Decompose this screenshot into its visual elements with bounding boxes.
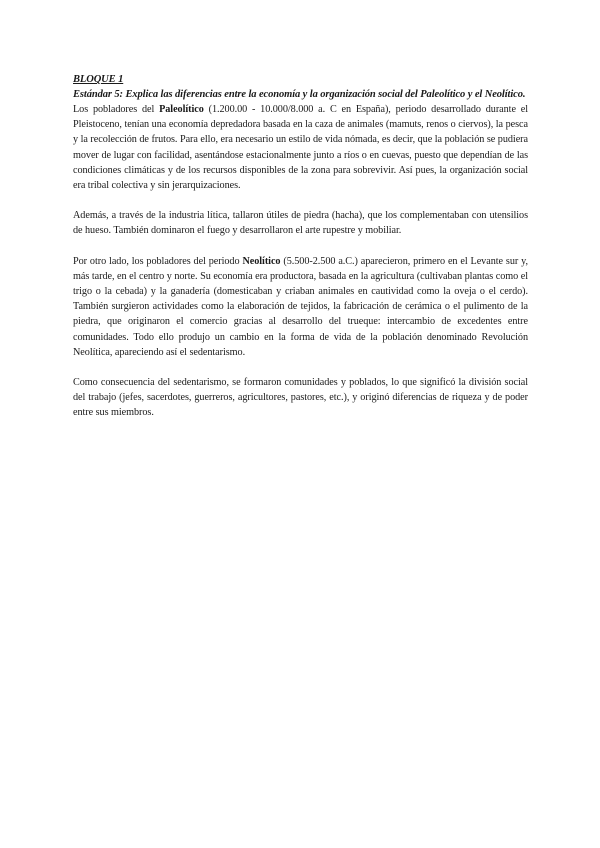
paragraph-neolithic [73,254,528,360]
document-body [73,72,528,436]
paragraph-sedentarism: Como consecuencia del sedentarismo, se formaron comunidades y poblados, lo que significó la división social del trabajo (jefes, sacerdotes, guerreros, agricultores, pastores, etc.), y originó diferencias de riqueza y de poder entre sus miembros. [73,377,528,419]
paragraph-neolithic-pre: Por otro lado, los pobladores del periodo [73,255,243,267]
term-paleolitico: Paleolítico [159,104,204,115]
paragraph-paleolithic-pre: Los pobladores del [73,104,160,115]
paragraph-paleolithic-post: (1.200.00 - 10.000/8.000 a. C en España), periodo desarrollado durante el Pleistoceno, tenían una economía depredadora basada en la caza de animales (mamuts, renos o ciervos), la pesca y la recolección de frutos. Para ello, era necesario un estilo de vida nómada, es decir, que la población se pudiera mover de lugar con facilidad, asentándose estacionalmente junto a ríos o en cuevas, puesto que dependían de las condiciones climáticas y de los recursos disponibles de la zona para sobrevivir. Así pues, la organización social era tribal colectiva y sin jerarquizaciones. [73,104,529,192]
block-title: BLOQUE 1 [73,74,124,85]
paragraph-lithic-industry: Además, a través de la industria lítica, tallaron útiles de piedra (hacha), que los complementaban con utensilios de hueso. También dominaron el fuego y desarrollaron el arte rupestre y mobiliar. [73,210,528,237]
paragraph-neolithic-post: (5.500-2.500 a.C.) aparecieron, primero en el Levante sur y, más tarde, en el centro y norte. Su economía era productora, basada en la agricultura (cultivaban plantas como el trigo o la cebada) y la ganadería (domesticaban y criaban animales en cautividad como la oveja o el cerdo). También surgieron actividades como la elaboración de tejidos, la fabricación de cerámica o el pulimento de la piedra, que originaron el comercio gracias al desarrollo del trueque: intercambio de excedentes entre comunidades. Todo ello produjo un cambio en la forma de vida de la población denominado Revolución Neolítica, apareciendo así el sedentarismo. [73,255,528,358]
paragraph-paleolithic [73,102,528,193]
standard-title: Estándar 5: Explica las diferencias entre la economía y la organización social del Paleolítico y el Neolítico. [73,89,526,100]
term-neolitico: Neolítico [242,255,281,267]
